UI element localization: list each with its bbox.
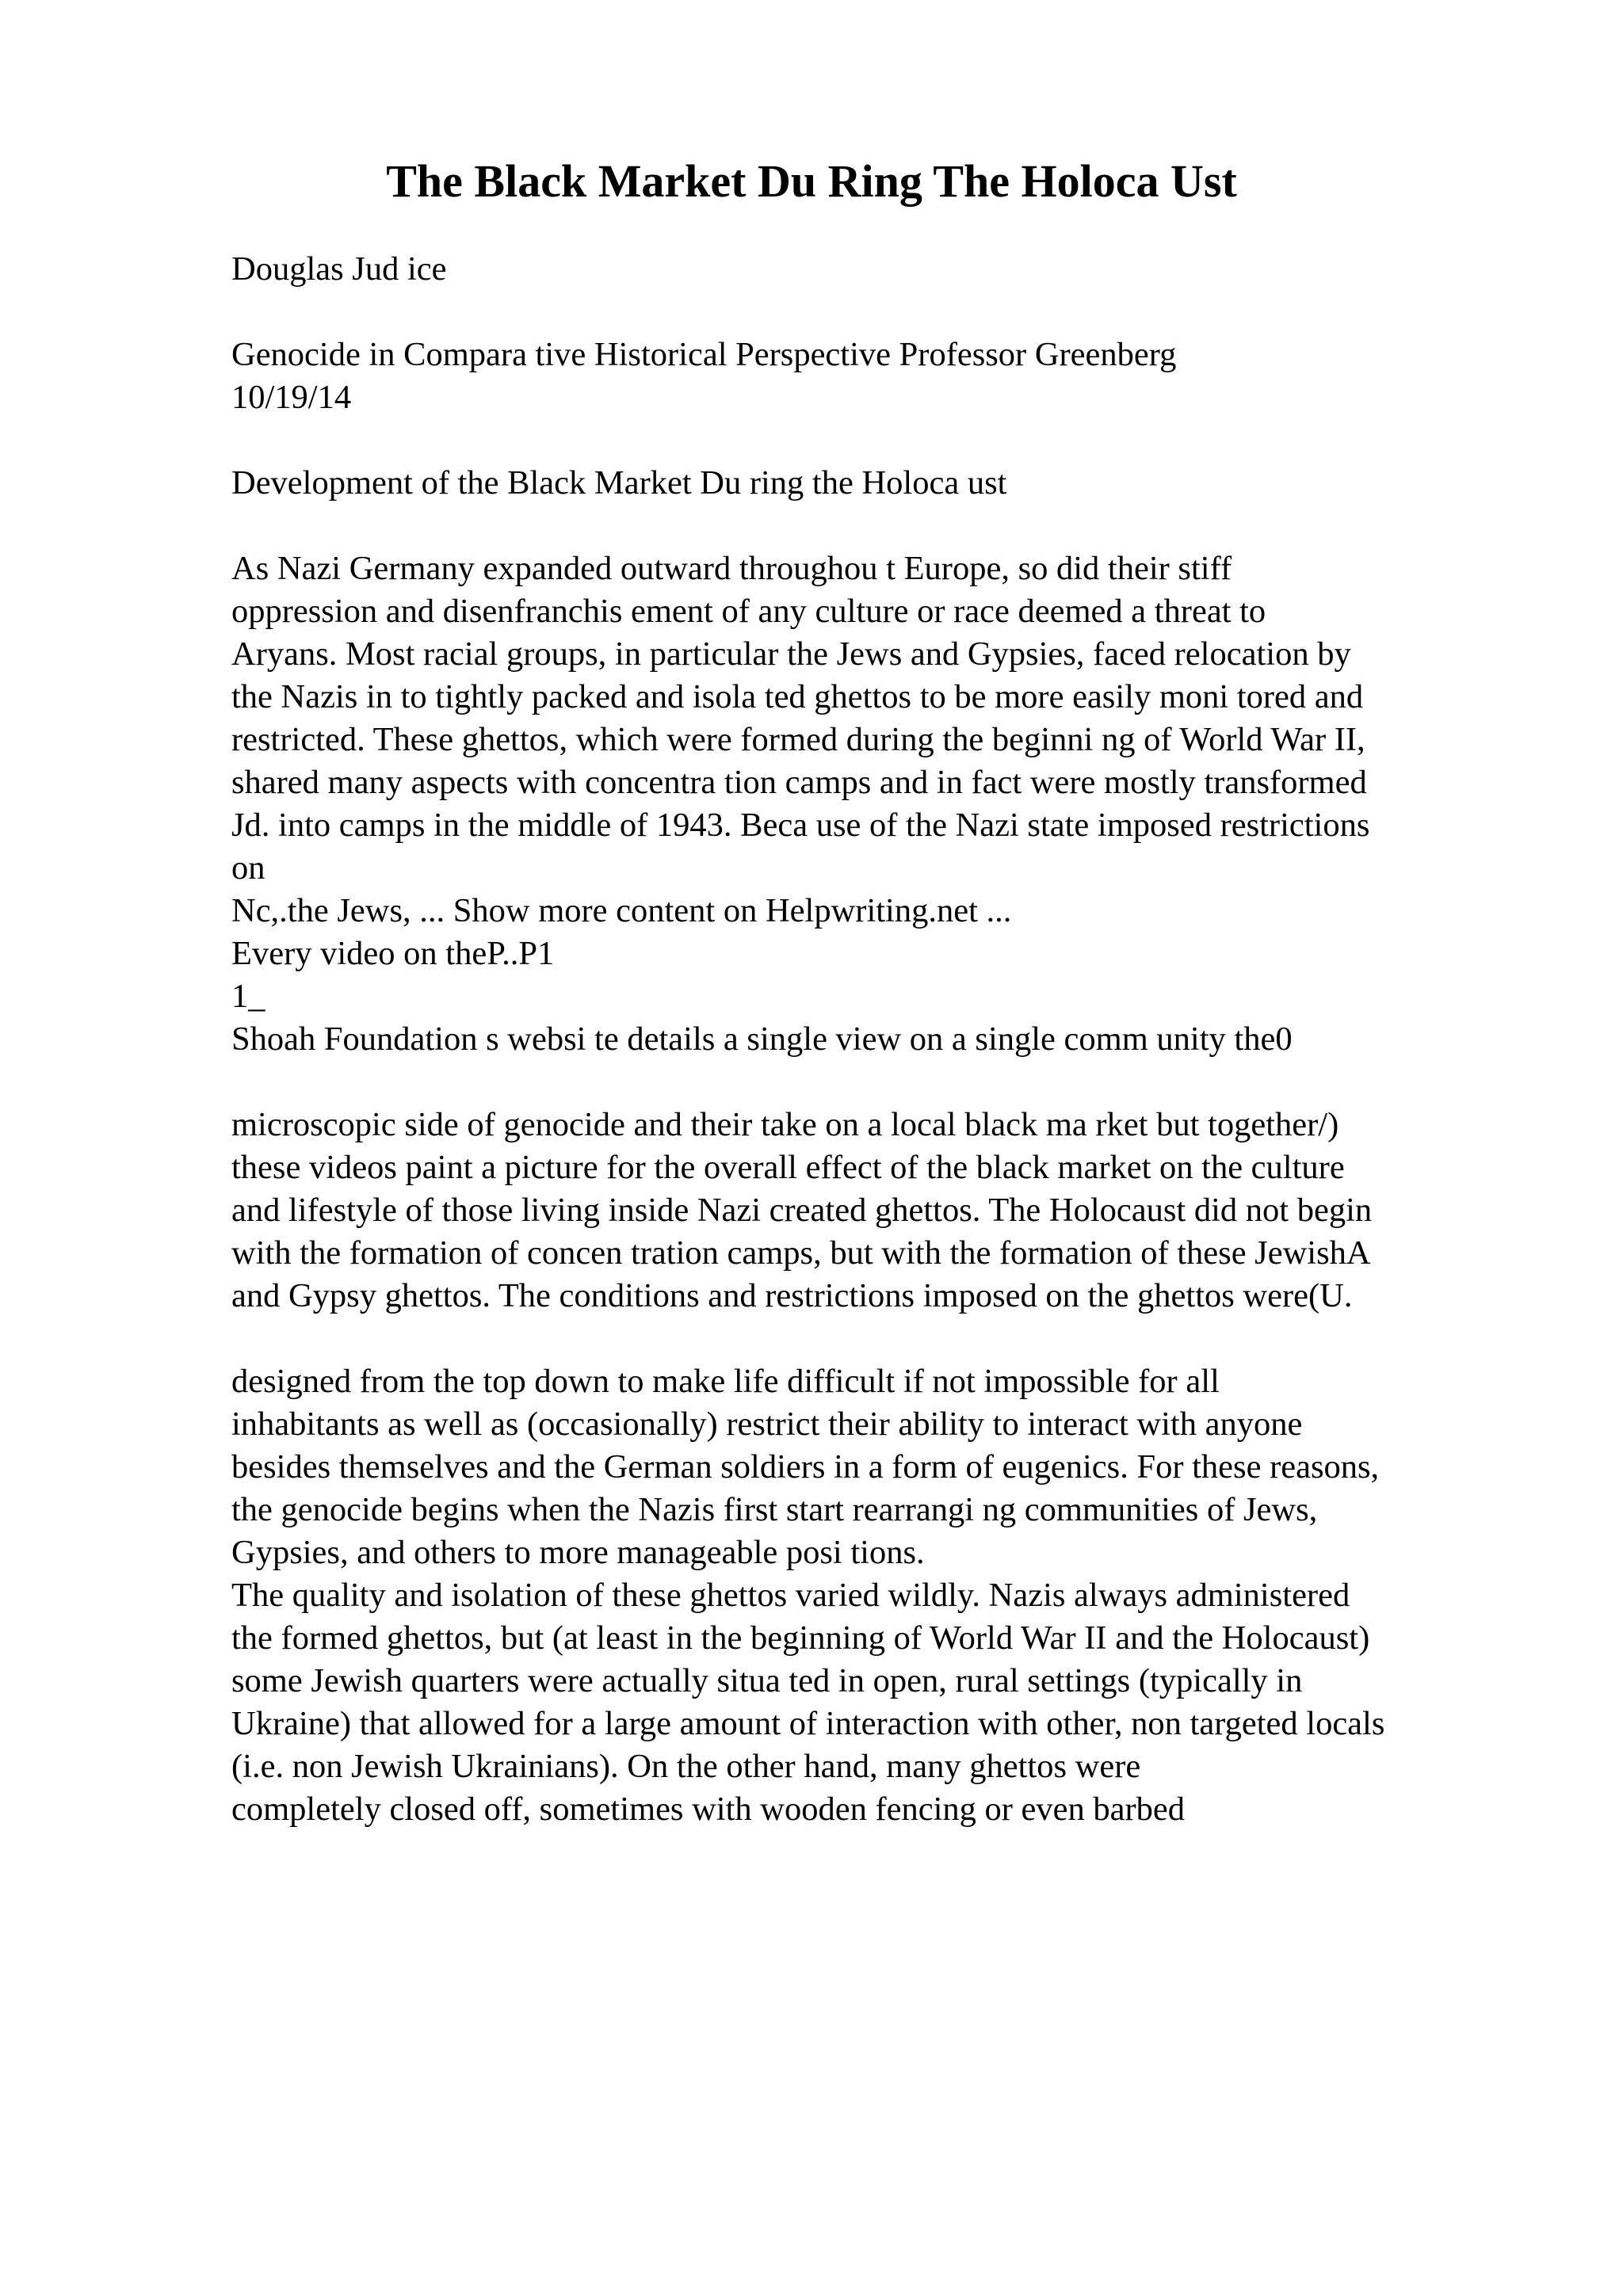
section-heading: Development of the Black Market Du ring the Holoca ust (231, 464, 1007, 502)
body-line: inhabitants as well as (occasionally) restrict their ability to interact with anyone (231, 1405, 1303, 1443)
date: 10/19/14 (231, 379, 352, 416)
body-line: some Jewish quarters were actually situa ted in open, rural settings (typically in (231, 1662, 1303, 1699)
body-line: completely closed off, sometimes with wooden fencing or even barbed (231, 1791, 1186, 1828)
body-line: 1_ (231, 978, 265, 1015)
body-line: besides themselves and the German soldiers in a form of eugenics. For these reasons, (231, 1448, 1380, 1486)
body-line: Nc,.the Jews, ... Show more content on Helpwriting.net ... (231, 892, 1012, 929)
body-line: shared many aspects with concentra tion camps and in fact were mostly transformed (231, 764, 1367, 801)
author-name: Douglas Jud ice (231, 250, 447, 288)
body-line: Every video on theP..P1 (231, 935, 555, 972)
body-line: on (231, 849, 265, 887)
body-line: (i.e. non Jewish Ukrainians). On the other hand, many ghettos were (231, 1748, 1141, 1785)
body-line: and lifestyle of those living inside Nazi created ghettos. The Holocaust did not begin (231, 1192, 1373, 1229)
document-title: The Black Market Du Ring The Holoca Ust (386, 155, 1237, 207)
body-line: Gypsies, and others to more manageable posi tions. (231, 1534, 925, 1571)
body-line: Ukraine) that allowed for a large amount of interaction with other, non targeted locals (231, 1705, 1385, 1742)
body-line: Shoah Foundation s websi te details a single view on a single comm unity the0 (231, 1020, 1293, 1058)
body-line: The quality and isolation of these ghettos varied wildly. Nazis always administered (231, 1577, 1350, 1614)
body-line: the formed ghettos, but (at least in the beginning of World War II and the Holocaust) (231, 1619, 1370, 1657)
body-line: designed from the top down to make life difficult if not impossible for all (231, 1363, 1220, 1400)
body-line: As Nazi Germany expanded outward throughou t Europe, so did their stiff (231, 550, 1232, 587)
body-line: the Nazis in to tightly packed and isola ted ghettos to be more easily moni tored and (231, 678, 1364, 715)
body-line: restricted. These ghettos, which were formed during the beginni ng of World War II, (231, 721, 1365, 758)
body-line: oppression and disenfranchis ement of any culture or race deemed a threat to (231, 593, 1266, 630)
body-line: with the formation of concen tration camps, but with the formation of these JewishA (231, 1234, 1371, 1272)
body-line: and Gypsy ghettos. The conditions and restrictions imposed on the ghettos were(U. (231, 1277, 1353, 1314)
body-line: Jd. into camps in the middle of 1943. Beca use of the Nazi state imposed restrictions (231, 807, 1370, 844)
body-line: the genocide begins when the Nazis first start rearrangi ng communities of Jews, (231, 1491, 1318, 1528)
course-line: Genocide in Compara tive Historical Perspective Professor Greenberg (231, 336, 1177, 373)
body-line: Aryans. Most racial groups, in particular the Jews and Gypsies, faced relocation by (231, 635, 1351, 673)
body-line: microscopic side of genocide and their take on a local black ma rket but together/) (231, 1106, 1339, 1143)
body-line: these videos paint a picture for the overall effect of the black market on the culture (231, 1149, 1345, 1186)
